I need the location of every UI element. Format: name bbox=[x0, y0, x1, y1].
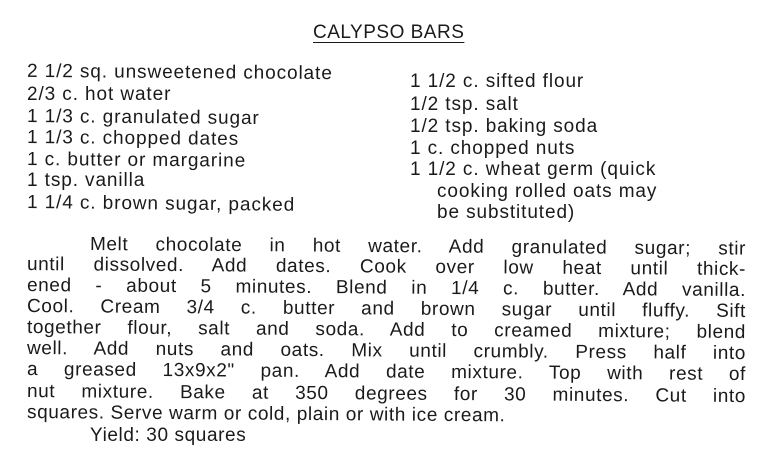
directions-line: a greased 13x9x2" pan. Add date mixture. Top with rest of bbox=[26, 359, 747, 386]
yield: Yield: 30 squares bbox=[90, 425, 247, 446]
ingredient: 2/3 c. hot water bbox=[27, 84, 172, 105]
ingredient: 1 tsp. vanilla bbox=[27, 170, 146, 191]
ingredient: 1 c. butter or margarine bbox=[26, 149, 247, 172]
ingredient: 1 1/3 c. chopped dates bbox=[26, 127, 240, 150]
recipe-title: CALYPSO BARS bbox=[313, 22, 465, 43]
ingredient: 1/2 tsp. baking soda bbox=[410, 116, 599, 137]
directions-line: Cool. Cream 3/4 c. butter and brown sugar until fluffy. Sift bbox=[26, 296, 747, 323]
ingredient: 1 c. chopped nuts bbox=[410, 138, 576, 159]
directions-line: until dissolved. Add dates. Cook over low heat until thick- bbox=[26, 254, 747, 281]
ingredient: 1 1/2 c. sifted flour bbox=[410, 71, 585, 92]
ingredient: 1 1/4 c. brown sugar, packed bbox=[26, 192, 296, 216]
directions-line: squares. Serve warm or cold, plain or with ice cream. bbox=[26, 402, 506, 427]
directions-line: ened - about 5 minutes. Blend in 1/4 c. butter. Add vanilla. bbox=[26, 275, 747, 302]
ingredient: 1/2 tsp. salt bbox=[410, 94, 519, 115]
directions-line: Melt chocolate in hot water. Add granulated sugar; stir bbox=[89, 234, 747, 260]
ingredient: 1 1/2 c. wheat germ (quick bbox=[410, 159, 657, 180]
directions-line: nut mixture. Bake at 350 degrees for 30 minutes. Cut into bbox=[26, 381, 747, 408]
ingredient: 1 1/3 c. granulated sugar bbox=[26, 106, 260, 130]
ingredient: 2 1/2 sq. unsweetened chocolate bbox=[26, 60, 333, 85]
directions-line: together flour, salt and soda. Add to creamed mixture; blend bbox=[26, 317, 747, 344]
ingredient: be substituted) bbox=[437, 202, 576, 223]
directions-line: well. Add nuts and oats. Mix until crumbly. Press half into bbox=[26, 338, 747, 365]
ingredient: cooking rolled oats may bbox=[437, 181, 658, 202]
